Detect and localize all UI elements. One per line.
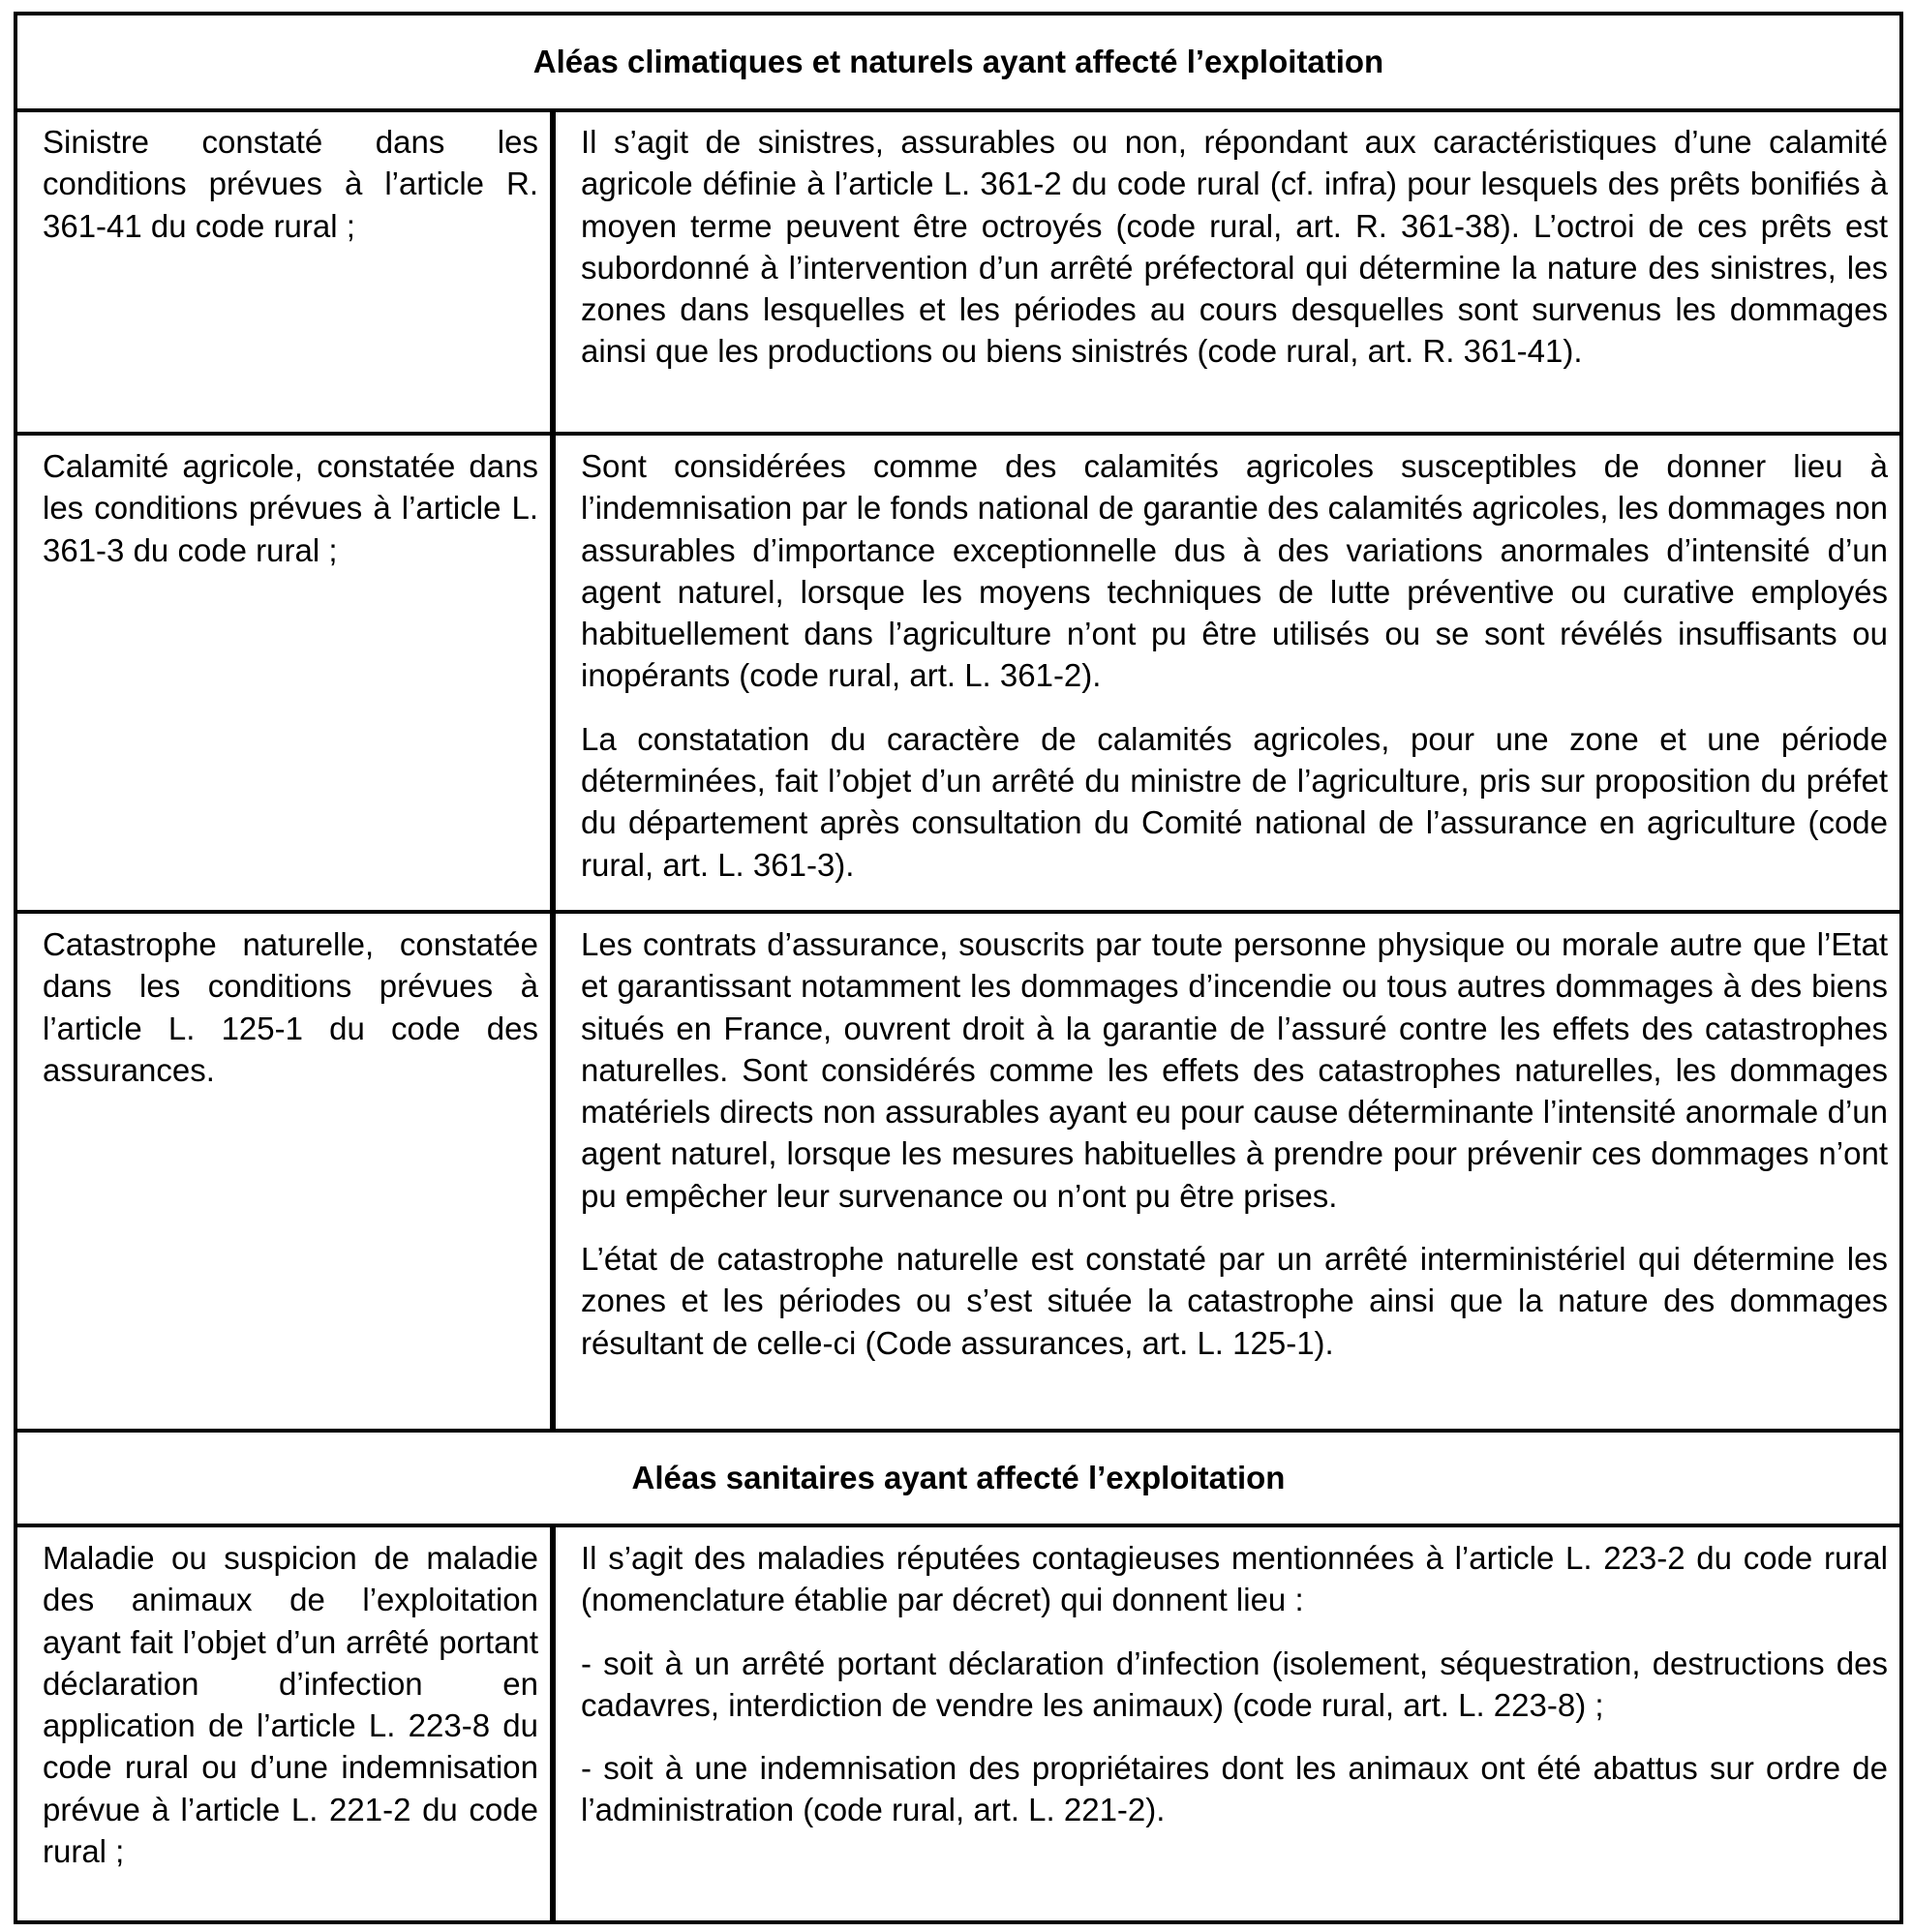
description-paragraph: Les contrats d’assurance, souscrits par toute personne physique ou morale autre que l’Etat et garantissant notamment les dommages d’incendie ou tous autres dommages à des biens situés en France, ouvrent droit à la garantie de l’assuré contre les effets des catastrophes naturelles. Sont considérés comme les effets des catastrophes naturelles, les dommages matériels directs non assurables ayant eu pour cause déterminante l’intensité anormale d’un agent naturel, lorsque les mesures habituelles à prendre pour prévenir ces dommages n’ont pu empêcher leur survenance ou n’ont pu être prises. xyxy=(581,926,1888,1214)
risk-type-text: Sinistre constaté dans les conditions prévues à l’article R. 361-41 du code rural ; xyxy=(43,124,538,244)
table-row xyxy=(17,112,1899,436)
description-paragraph: Il s’agit de sinistres, assurables ou non, répondant aux caractéristiques d’une calamité agricole définie à l’article L. 361-2 du code rural (cf. infra) pour lesquels des prêts bonifiés à moyen terme peuvent être octroyés (code rural, art. R. 361-38). L’octroi de ces prêts est subordonné à l’intervention d’un arrêté préfectoral qui détermine la nature des sinistres, les zones dans lesquelles et les périodes au cours desquelles sont survenus les dommages ainsi que les productions ou biens sinistrés (code rural, art. R. 361-41). xyxy=(581,124,1888,370)
description-paragraph: Sont considérées comme des calamités agricoles susceptibles de donner lieu à l’indemnisation par le fonds national de garantie des calamités agricoles, les dommages non assurables d’importance exceptionnelle dus à des variations anormales d’intensité d’un agent naturel, lorsque les moyens techniques de lutte préventive ou curative employés habituellement dans l’agriculture n’ont pu être utilisés ou se sont révélés insuffisants ou inopérants (code rural, art. L. 361-2). xyxy=(581,448,1888,694)
section-header-climatic xyxy=(17,15,1899,112)
risk-description-cell xyxy=(550,914,1899,1429)
risk-type-cell xyxy=(17,436,550,910)
section-title: Aléas climatiques et naturels ayant affecté l’exploitation xyxy=(532,44,1384,79)
risk-type-text: Catastrophe naturelle, constatée dans les conditions prévues à l’article L. 125-1 du code des assurances. xyxy=(43,926,538,1088)
table-row xyxy=(17,436,1899,914)
description-paragraph: La constatation du caractère de calamités agricoles, pour une zone et une période déterminées, fait l’objet d’un arrêté du ministre de l’agriculture, pris sur proposition du préfet du département après consultation du Comité national de l’assurance en agriculture (code rural, art. L. 361-3). xyxy=(581,720,1888,883)
risk-type-text: Maladie ou suspicion de maladie des animaux de l’exploitation ayant fait l’objet d’un arrêté portant déclaration d’infection en application de l’article L. 223-8 du code rural ou d’une indemnisation prévue à l’article L. 221-2 du code rural ; xyxy=(43,1540,538,1870)
risk-type-cell xyxy=(17,112,550,432)
risk-type-text: Calamité agricole, constatée dans les conditions prévues à l’article L. 361-3 du code rural ; xyxy=(43,448,538,568)
risk-type-cell xyxy=(17,1527,550,1920)
section-header-sanitary xyxy=(17,1433,1899,1527)
section-title: Aléas sanitaires ayant affecté l’exploitation xyxy=(631,1460,1286,1495)
description-paragraph: Il s’agit des maladies réputées contagieuses mentionnées à l’article L. 223-2 du code rural (nomenclature établie par décret) qui donnent lieu : xyxy=(581,1540,1888,1618)
description-paragraph: - soit à un arrêté portant déclaration d’infection (isolement, séquestration, destructions des cadavres, interdiction de vendre les animaux) (code rural, art. L. 223-8) ; xyxy=(581,1645,1888,1723)
description-paragraph: - soit à une indemnisation des propriétaires dont les animaux ont été abattus sur ordre de l’administration (code rural, art. L. 221-2). xyxy=(581,1750,1888,1828)
regulation-table xyxy=(14,12,1903,1924)
risk-description-cell xyxy=(550,436,1899,910)
risk-description-cell xyxy=(550,1527,1899,1920)
risk-type-cell xyxy=(17,914,550,1429)
table-row xyxy=(17,914,1899,1433)
description-paragraph: L’état de catastrophe naturelle est constaté par un arrêté interministériel qui détermine les zones et les périodes ou s’est située la catastrophe ainsi que la nature des dommages résultant de celle-ci (Code assurances, art. L. 125-1). xyxy=(581,1241,1888,1361)
table-row xyxy=(17,1527,1899,1920)
risk-description-cell xyxy=(550,112,1899,432)
